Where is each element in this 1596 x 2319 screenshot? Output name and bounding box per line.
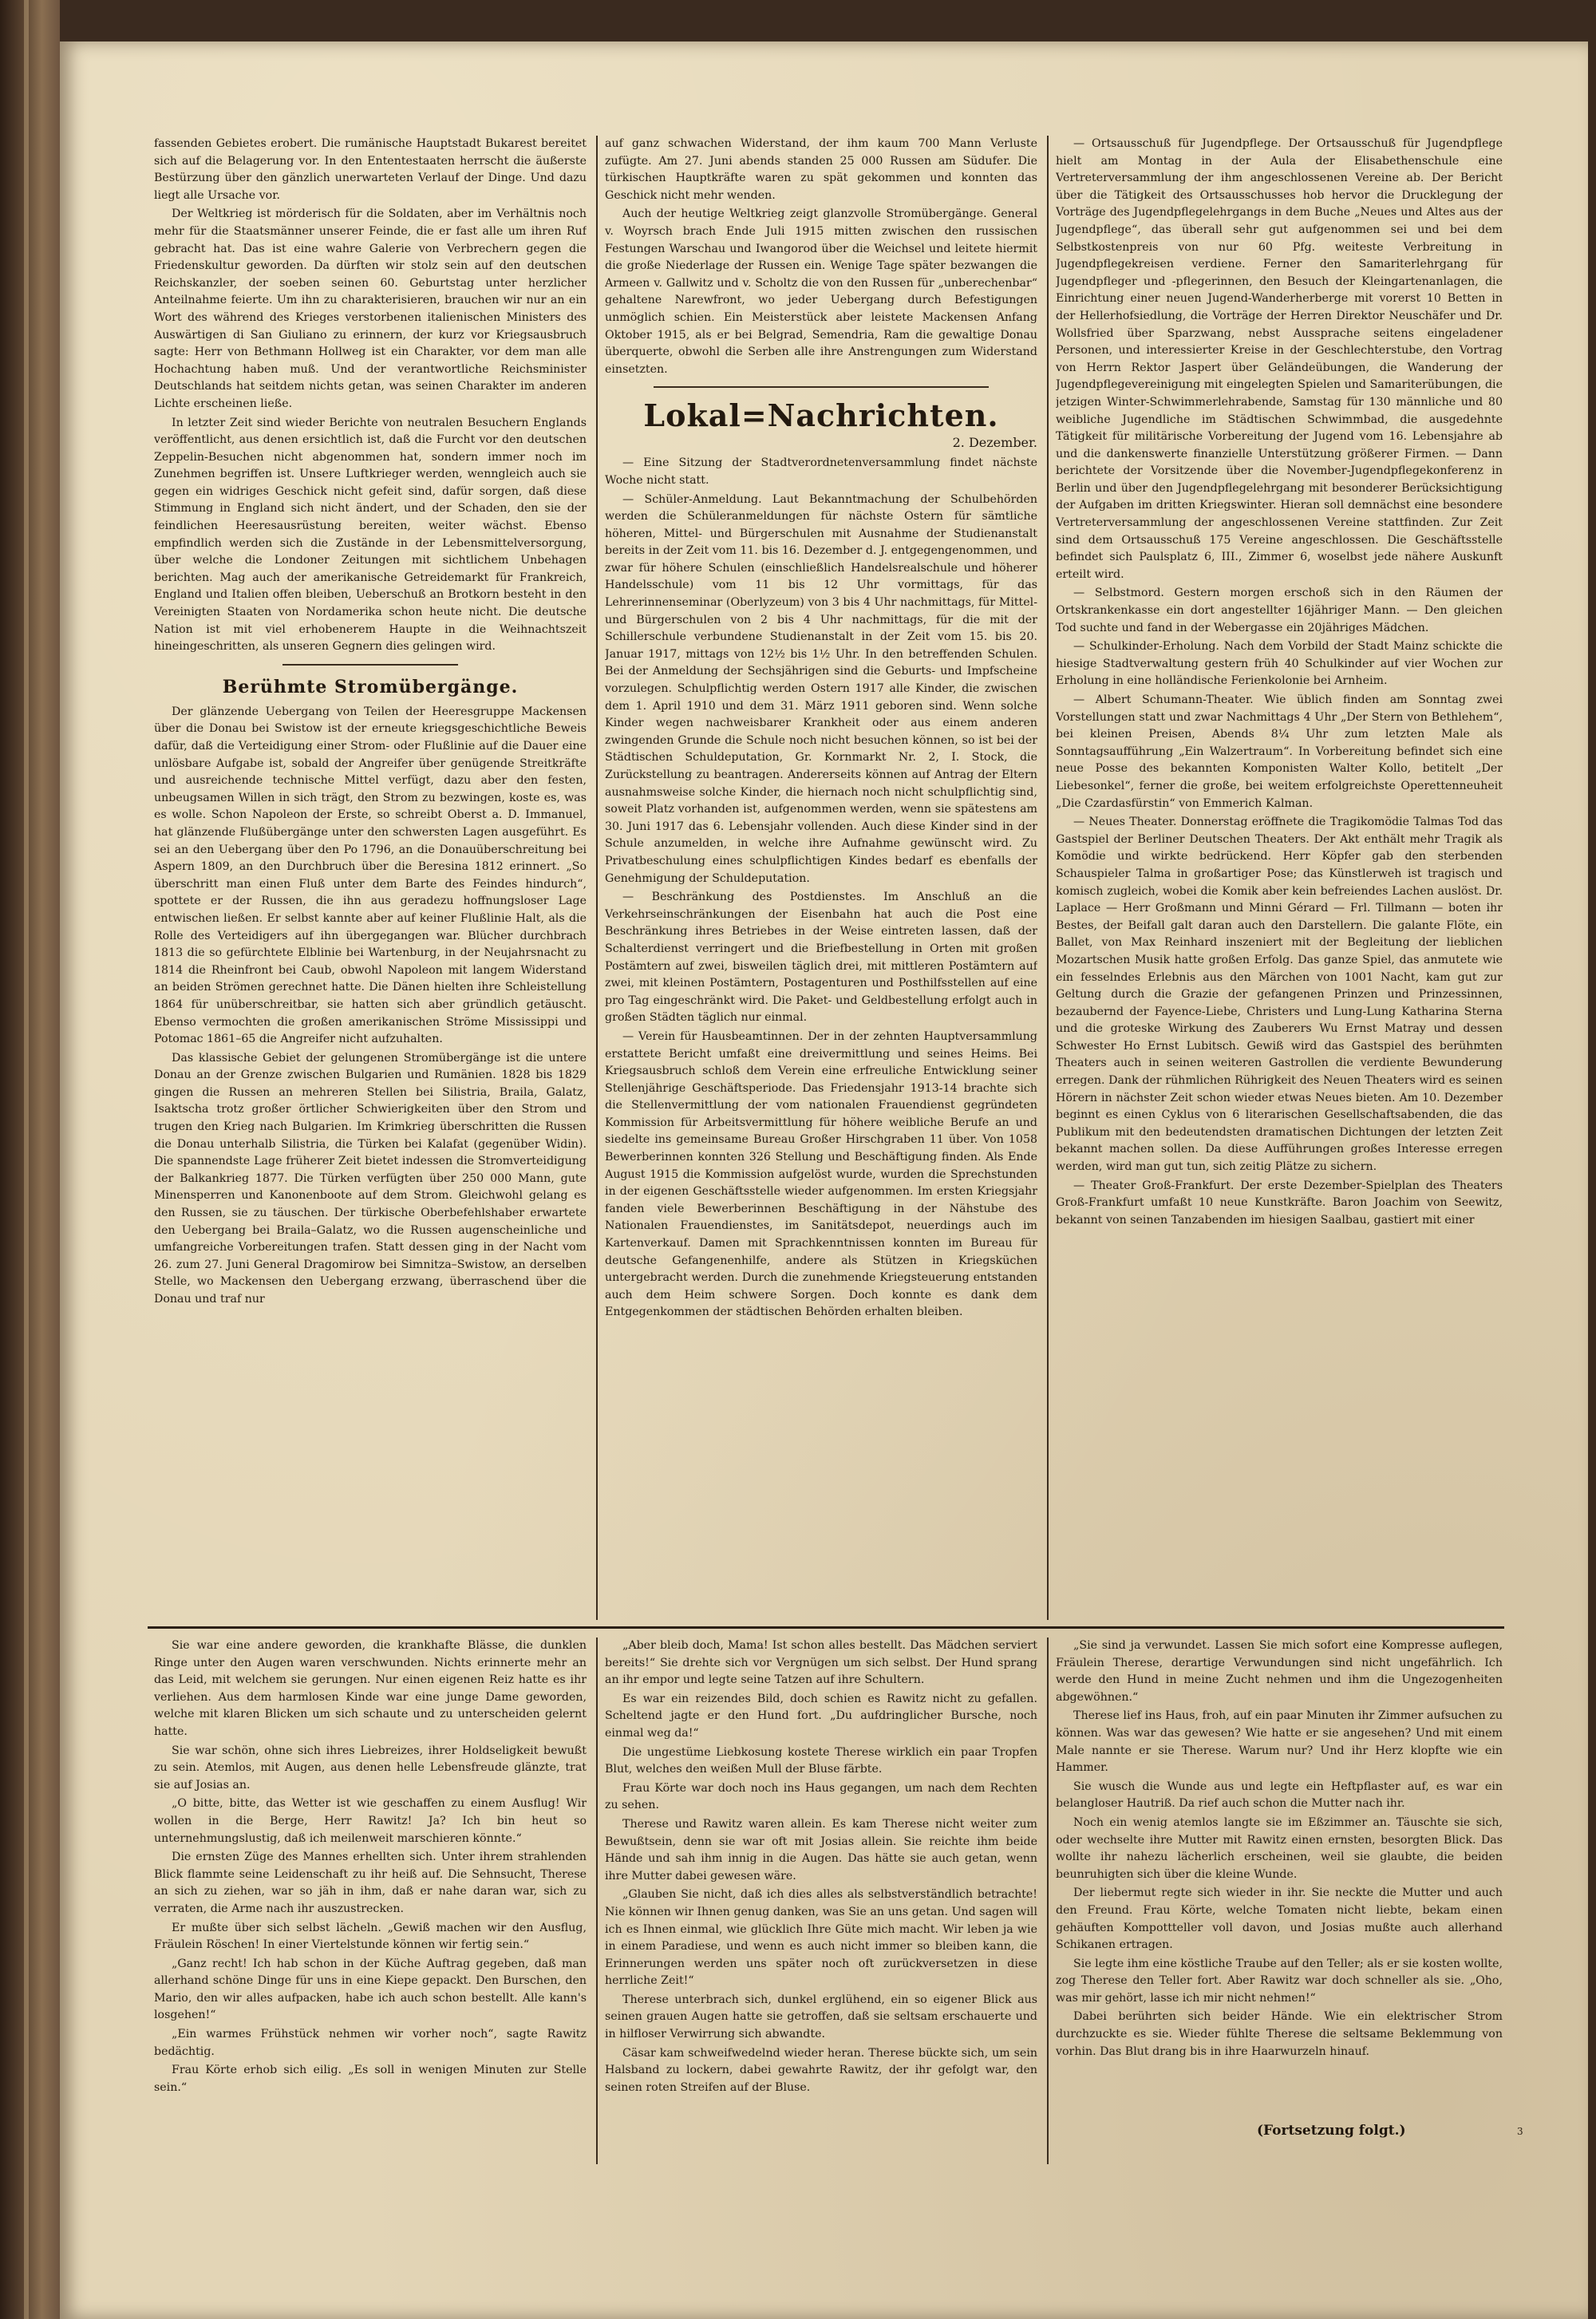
paragraph: — Schüler-Anmeldung. Laut Bekanntmachung der Schulbehörden werden die Schüleranmeldungen für nächste Ostern für sämtliche höheren, Mittel- und Bürgerschulen mit Ausnahme der Studienanstalt bereits in der Zeit vom 11. bis 16. Dezember d. J. entgegengenommen, und zwar für höhere Schulen (einschließlich Handelsrealschule und höherer Handelsschule) vom 11 bis 12 Uhr vormittags, für das Lehrerinnenseminar (Oberlyzeum) von 3 bis 4 Uhr nachmittags, für Mittel- und Bürgerschulen von 2 bis 4 Uhr nachmittags, für die mit der Schillerschule verbundene Studienanstalt in der Zeit vom 15. bis 20. Januar 1917, mittags von 12½ bis 1½ Uhr. In den betreffenden Schulen. Bei der Anmeldung der Sechsjährigen sind die Geburts- und Impfscheine vorzulegen. Schulpflichtig werden Ostern 1917 alle Kinder, die zwischen dem 1. April 1910 und dem 31. März 1911 geboren sind. Wenn solche Kinder wegen nachweisbarer Krankheit oder aus einem anderen zwingenden Grunde die Schule noch nicht besuchen können, so ist bei der Städtischen Schuldeputation, Gr. Kornmarkt Nr. 2, I. Stock, die Zurückstellung zu beantragen. Andererseits können auf Antrag der Eltern ausnahmsweise solche Kinder, die hiernach noch nicht schulpflichtig sind, soweit Platz vorhanden ist, aufgenommen werden, wenn sie spätestens am 30. Juni 1917 das 6. Lebensjahr vollenden. Auch diese Kinder sind in der Schule anzumelden, in welche ihre Aufnahme gewünscht wird. Zu Privatbeschulung eines schulpflichtigen Kindes bedarf es ebenfalls der Genehmigung der Schuldeputation. bbox=[605, 492, 1037, 885]
lokal-nachrichten-heading: Lokal=Nachrichten. bbox=[643, 397, 999, 434]
paragraph: „Sie sind ja verwundet. Lassen Sie mich sofort eine Kompresse auflegen, Fräulein Therese, derartige Verwundungen sind nicht ungefährlich. Ich werde den Hund in meine Zucht nehmen und ihm die Ungezogenheiten abgewöhnen.“ bbox=[1056, 1639, 1503, 1704]
paragraph: In letzter Zeit sind wieder Berichte von neutralen Besuchern Englands veröffentlicht, aus denen ersichtlich ist, daß die Furcht vor den deutschen Zeppelin-Besuchen nicht abgenommen hat, sondern immer noch im Zunehmen begriffen ist. Unsere Luftkrieger werden, wenngleich auch sie gegen ein widriges Geschick nicht gefeit sind, dafür sorgen, daß diese Stimmung in England sich nicht ändert, und der Schaden, den sie der feindlichen Heeresausrüstung bereiten, weiter wächst. Ebenso empfindlich werden sich die Zustände in der Lebensmittelversorgung, über welche die Londoner Zeitungen mit sichtlichem Unbehagen berichten. Mag auch der amerikanische Getreidemarkt für Frankreich, England und Italien offen bleiben, Ueberschuß an Brotkorn besteht in den Vereinigten Staaten von Nordamerika schon heute nicht. Die deutsche Nation ist mit viel erhobenerem Haupte in die Weihnachtszeit hineingeschritten, als unseren Gegnern dies gelingen wird. bbox=[154, 416, 587, 654]
column-2-paragraphs bbox=[605, 136, 1037, 378]
paragraph: Der Weltkrieg ist mörderisch für die Soldaten, aber im Verhältnis noch mehr für die Staatsmänner unserer Feinde, die er fast alle um ihren Ruf gebracht hat. Das ist eine wahre Galerie von Verbrechern gegen die Friedenskultur geworden. Da dürften wir stolz sein auf den deutschen Reichskanzler, der soeben seinen 60. Geburtstag unter herzlicher Anteilnahme feierte. Um ihn zu charakterisieren, brauchen wir nur an ein Wort des während des Krieges verstorbenen italienischen Ministers des Auswärtigen di San Giuliano zu erinnern, der kurz vor Kriegsausbruch sagte: Herr von Bethmann Hollweg ist ein Charakter, vor dem man alle Hochachtung haben muß. Und der verantwortliche Reichsminister Deutschlands hat seitdem nichts getan, was seinen Charakter im anderen Lichte erscheinen ließe. bbox=[154, 207, 587, 410]
paragraph: „Glauben Sie nicht, daß ich dies alles als selbstverständlich betrachte! Nie können wir Ihnen genug danken, was Sie an uns getan. Und sagen will ich es Ihnen einmal, wie glücklich Ihre Güte mich macht. Wir leben ja wie in einem Paradiese, und wenn es auch nicht immer so bleiben kann, die Erinnerungen werden uns später noch oft zurückversetzen in diese herrliche Zeit!“ bbox=[605, 1888, 1037, 1988]
paragraph: Sie war eine andere geworden, die krankhafte Blässe, die dunklen Ringe unter den Augen waren verschwunden. Nichts erinnerte mehr an das Leid, mit welchem sie gerungen. Nur einen eigenen Reiz hatte es ihr verliehen. Aus dem harmlosen Kinde war eine junge Dame geworden, welche mit klaren Blicken um sich schaute und zu unterscheiden gelernt hatte. bbox=[154, 1639, 587, 1738]
feuilleton-separator bbox=[148, 1626, 1504, 1629]
section-paragraphs bbox=[154, 704, 587, 1309]
paragraph: Sie legte ihm eine köstliche Traube auf den Teller; als er sie kosten wollte, zog Therese den Teller fort. Aber Rawitz war doch schneller als sie. „Oho, was mir gehört, lasse ich mir nicht nehmen!“ bbox=[1056, 1957, 1503, 2005]
paragraph: Die ungestüme Liebkosung kostete Therese wirklich ein paar Tropfen Blut, welches den weißen Mull der Bluse färbte. bbox=[605, 1745, 1037, 1776]
paragraph: Der glänzende Uebergang von Teilen der Heeresgruppe Mackensen über die Donau bei Swistow ist der erneute kriegsgeschichtliche Beweis dafür, daß die Verteidigung einer Strom- oder Flußlinie auf die Dauer eine unlösbare Aufgabe ist, sobald der Angreifer über genügende Streitkräfte und ausreichende technische Mittel verfügt, dazu aber den festen, unbeugsamen Willen in sich trägt, den Strom zu bezwingen, koste es, was es wolle. Schon Napoleon der Erste, so schreibt Oberst a. D. Immanuel, hat glänzende Flußübergänge unter den schwersten Lagen ausgeführt. Es sei an den Uebergang über den Po 1796, an die Donauüberschreitung bei Aspern 1809, an den Durchbruch über die Beresina 1812 erinnert. „So überschritt man einen Fluß unter dem Barte des Feindes hindurch“, spottete er der Russen, die ihn aus geradezu hoffnungsloser Lage entwischen ließen. Er selbst kannte aber auf keiner Flußlinie Halt, als die Rolle des Verteidigers auf ihn übergegangen war. Blücher durchbrach 1813 die so gefürchtete Elblinie bei Wartenburg, in der Neujahrsnacht zu 1814 die Rheinfront bei Caub, obwohl Napoleon mit langem Widerstand an beiden Strömen gerechnet hatte. Die Dänen hielten ihre Schleistellung 1864 für unüberschreitbar, sie hatten sich aber gründlich getäuscht. Ebenso vermochten die großen amerikanischen Ströme Mississippi und Potomac 1861–65 die Angreifer nicht aufzuhalten. bbox=[154, 705, 587, 1046]
paragraph: Frau Körte erhob sich eilig. „Es soll in wenigen Minuten zur Stelle sein.“ bbox=[154, 2064, 587, 2094]
column-3-paragraphs bbox=[1056, 136, 1503, 1229]
paragraph: — Selbstmord. Gestern morgen erschoß sich in den Räumen der Ortskrankenkasse ein dort angestellter 16jähriger Mann. — Den gleichen Tod suchte und fand in der Webergasse ein 20jähriges Mädchen. bbox=[1056, 587, 1503, 634]
binding-stripe bbox=[24, 0, 29, 2319]
page-number: 3 bbox=[1517, 2126, 1523, 2137]
lokal-divider bbox=[654, 386, 989, 388]
feuilleton-column-a bbox=[154, 1638, 587, 2164]
paragraph: Er mußte über sich selbst lächeln. „Gewiß machen wir den Ausflug, Fräulein Röschen! In einer Viertelstunde können wir fertig sein.“ bbox=[154, 1921, 587, 1952]
paragraph: — Ortsausschuß für Jugendpflege. Der Ortsausschuß für Jugendpflege hielt am Montag in der Aula der Elisabethenschule eine Vertreterversammlung der ihm angeschlossenen Vereine ab. Der Bericht über die Tätigkeit des Ortsausschusses hob hervor die Drucklegung der Vorträge des Jugendpflegelehrgangs in dem Buche „Neues und Altes aus der Jugendpflege“, das überall sehr gut aufgenommen sei und bei dem Selbstkostenpreis von nur 60 Pfg. weiteste Verbreitung in Jugendpflegekreisen verdiene. Ferner den Samariterlehrgang für Jugendpfleger und -pflegerinnen, den Besuch der Kleingartenanlagen, die Einrichtung einer neuen Jugend-Wanderherberge mit vorerst 10 Betten in der Hellerhofsiedlung, die Vorträge der Herren Direktor Neuschäfer und Dr. Wollsfried über Sparzwang, nebst Aussprache seitens eingeladener Personen, und interessierter Kreise in der Geschlechterstube, den Vortrag von Herrn Rektor Jaspert über Geländeübungen, die Wanderung der Jugendpflegevereinigung mit eingelegten Spielen und Samariterübungen, die jetzigen Winter-Schwimmerlehrabende, Samstag für 130 männliche und 80 weibliche Jugendliche im Städtischen Schwimmbad, die ausgedehnte Tätigkeit für militärische Vorbereitung der Jugend vom 16. Lebensjahre ab und die dankenswerte finanzielle Unterstützung größerer Firmen. — Dann berichtete der Vorsitzende über die November-Jugendpflegekonferenz in Berlin und über den Jugendpflegelehrgang mit besonderer Berücksichtigung der Aufgaben im dritten Kriegswinter. Hieran soll demnächst eine besondere Vertreterversammlung der angeschlossenen Vereine stattfinden. Zur Zeit sind dem Ortsausschuß 175 Vereine angeschlossen. Die Geschäftsstelle befindet sich Paulsplatz 6, III., Zimmer 6, woselbst jede nähere Auskunft erteilt wird. bbox=[1056, 137, 1503, 581]
lokal-paragraphs bbox=[605, 455, 1037, 1321]
feuilleton-column-b bbox=[605, 1638, 1037, 2164]
column-3 bbox=[1056, 136, 1503, 1620]
lokal-date: 2. Dezember. bbox=[952, 435, 1037, 451]
paragraph: „Ganz recht! Ich hab schon in der Küche Auftrag gegeben, daß man allerhand schöne Dinge für uns in eine Kiepe gepackt. Den Burschen, den Mario, den wir alles aufpacken, habe ich auch schon bestellt. Alle kann's losgehen!“ bbox=[154, 1957, 587, 2022]
paragraph: Therese unterbrach sich, dunkel erglühend, ein so eigener Blick aus seinen grauen Augen hatte sie getroffen, daß sie seltsam erschauerte und in hilfloser Verwirrung sich abwandte. bbox=[605, 1993, 1037, 2041]
column-1-paragraphs bbox=[154, 136, 587, 656]
paragraph: Es war ein reizendes Bild, doch schien es Rawitz nicht zu gefallen. Scheltend jagte er den Hund fort. „Du aufdringlicher Bursche, noch einmal weg da!“ bbox=[605, 1692, 1037, 1740]
paragraph: „O bitte, bitte, das Wetter ist wie geschaffen zu einem Ausflug! Wir wollen in die Berge, Herr Rawitz! Ja? Ich bin heut so unternehmungslustig, daß ich meilenweit marschieren könnte.“ bbox=[154, 1797, 587, 1845]
section-title-stromuebergaenge: Berühmte Stromübergänge. bbox=[222, 676, 519, 697]
feuilleton-column-c bbox=[1056, 1638, 1503, 2100]
column-rule bbox=[1047, 136, 1049, 1620]
continuation-note: (Fortsetzung folgt.) bbox=[1257, 2123, 1406, 2139]
paragraph: Die ernsten Züge des Mannes erhellten sich. Unter ihrem strahlenden Blick flammte seine Leidenschaft zu ihr heiß auf. Die Sehnsucht, Therese an sich zu ziehen, war so jäh in ihm, daß er nahe daran war, sich zu verraten, die Arme nach ihr auszustrecken. bbox=[154, 1851, 587, 1915]
paragraph: Der liebermut regte sich wieder in ihr. Sie neckte die Mutter und auch den Freund. Frau Körte, welche Tomaten nicht liebte, bekam einen gehäuften Kompottteller voll davon, und Josias mußte auch allerhand Schikanen ertragen. bbox=[1056, 1886, 1503, 1952]
paragraph: Cäsar kam schweifwedelnd wieder heran. Therese bückte sich, um sein Halsband zu lockern, dabei gewahrte Rawitz, der ihr gefolgt war, den seinen roten Streifen auf der Bluse. bbox=[605, 2046, 1037, 2094]
paragraph: Sie war schön, ohne sich ihres Liebreizes, ihrer Holdseligkeit bewußt zu sein. Atemlos, mit Augen, aus denen helle Lebensfreude glänzte, trat sie auf Josias an. bbox=[154, 1744, 587, 1792]
section-divider bbox=[282, 664, 458, 666]
column-rule bbox=[596, 136, 598, 1620]
paragraph: Das klassische Gebiet der gelungenen Stromübergänge ist die untere Donau an der Grenze zwischen Bulgarien und Rumänien. 1828 bis 1829 gingen die Russen an mehreren Stellen bei Silistria, Braila, Galatz, Isaktscha trotz großer örtlicher Schwierigkeiten über den Strom und trugen den Krieg nach Bulgarien. Im Krimkrieg überschritten die Russen die Donau unterhalb Silistria, die Türken bei Kalafat (gegenüber Widin). Die spannendste Lage früherer Zeit bietet indessen die Stromverteidigung der Balkankrieg 1877. Die Türken verfügten über 250 000 Mann, gute Minensperren und Kanonenboote auf dem Strom. Gleichwohl gelang es den Russen, sie zu täuschen. Der türkische Oberbefehlshaber erwartete den Uebergang bei Braila–Galatz, wo die Russen augenscheinliche und umfangreiche Vorbereitungen trafen. Statt dessen ging in der Nacht vom 26. zum 27. Juni General Dragomirow bei Simnitza–Swistow, an derselben Stelle, wo Mackensen den Uebergang erzwang, überraschend über die Donau und traf nur bbox=[154, 1051, 587, 1306]
column-rule bbox=[1047, 1638, 1049, 2164]
paragraph: — Verein für Hausbeamtinnen. Der in der zehnten Hauptversammlung erstattete Bericht umfaßt eine dreivermittlung und seines Heims. Bei Kriegsausbruch schloß dem Verein eine erfreuliche Entwicklung seiner Stellenjährige Geschäftsperiode. Das Friedensjahr 1913-14 brachte sich die Stellenvermittlung der vom nationalen Frauendienst gegründeten Kommission für Arbeitsvermittlung für höhere weibliche Berufe an und siedelte ins gemeinsame Bureau Großer Hirschgraben 11 über. Von 1058 Bewerberinnen konnten 326 Stellung und Beschäftigung finden. Als Ende August 1915 die Kommission aufgelöst wurde, wurden die Sprechstunden in der eigenen Geschäftsstelle wieder aufgenommen. Im ersten Kriegsjahr fanden viele Bewerberinnen Beschäftigung in der Nähstube des Nationalen Frauendienstes, im Sanitätsdepot, neuerdings auch im Kartenverkauf. Damen mit Sprachkenntnissen konnten im Bureau für deutsche Gefangenenhilfe, andere als Stützen in Kriegsküchen untergebracht werden. Durch die zunehmende Kriegsteuerung entstanden auch dem Heim schwere Sorgen. Doch konnte es dank dem Entgegenkommen der städtischen Behörden erhalten bleiben. bbox=[605, 1029, 1037, 1319]
paragraph: Sie wusch die Wunde aus und legte ein Heftpflaster auf, es war ein belangloser Hautriß. Da rief auch schon die Mutter nach ihr. bbox=[1056, 1780, 1503, 1811]
newspaper-page bbox=[60, 41, 1588, 2319]
paragraph: — Eine Sitzung der Stadtverordnetenversammlung findet nächste Woche nicht statt. bbox=[605, 456, 1037, 487]
paragraph: Noch ein wenig atemlos langte sie im Eßzimmer an. Täuschte sie sich, oder wechselte ihre Mutter mit Rawitz einen ernsten, besorgten Blick. Das wollte ihr nahezu lächerlich erscheinen, weil sie glaubte, die beiden beunruhigten sich über die kleine Wunde. bbox=[1056, 1815, 1503, 1881]
paragraph: Dabei berührten sich beider Hände. Wie ein elektrischer Strom durchzuckte es sie. Wieder fühlte Therese die seltsame Beklemmung von vorhin. Das Blut drang bis in ihre Haarwurzeln hinauf. bbox=[1056, 2010, 1503, 2058]
paragraph: „Ein warmes Frühstück nehmen wir vorher noch“, sagte Rawitz bedächtig. bbox=[154, 2028, 587, 2058]
paragraph: — Neues Theater. Donnerstag eröffnete die Tragikomödie Talmas Tod das Gastspiel der Berliner Deutschen Theaters. Der Akt enthält mehr Tragik als Komödie und wirkte bedrückend. Herr Köpfer gab den sterbenden Schauspieler Talma in großartiger Pose; das Künstlerweh ist tragisch und komisch zugleich, wobei die Komik aber kein befreiendes Lachen auslöst. Dr. Laplace — Herr Großmann und Minni Gérard — Frl. Tillmann — boten ihr Bestes, der Beifall galt daran auch den Darstellern. Die galante Flöte, ein Ballet, von Max Reinhard inszeniert mit der Begleitung der lieblichen Mozartschen Musik hatte großen Erfolg. Das ganze Spiel, das anmutete wie ein fesselndes Erlebnis aus den Märchen von 1001 Nacht, kam gut zur Geltung durch die Grazie der gefangenen Prinzen und Prinzessinnen, bezaubernd der Fayence-Liebe, Christers und Lung-Lung Katharina Sterna und die groteske Wirkung des Zauberers Wu Ernst Matray und dessen Schwester Ho Ernst Lubitsch. Gewiß wird das Gastspiel des berühmten Theaters auch in seinen weiteren Gastrollen die verdiente Bewunderung erregen. Dank der rühmlichen Rührigkeit des Neuen Theaters wird es seinen Hörern in nächster Zeit schon wieder etwas Neues bieten. Am 10. Dezember beginnt es einen Cyklus von 6 literarischen Gesellschaftsabenden, die das Publikum mit den bedeutendsten dramatischen Dichtungen der letzten Zeit bekannt machen sollen. Da diese Aufführungen großes Interesse erregen werden, wird man gut tun, sich zeitig Plätze zu sichern. bbox=[1056, 816, 1503, 1174]
column-2 bbox=[605, 136, 1037, 1620]
paragraph: — Theater Groß-Frankfurt. Der erste Dezember-Spielplan des Theaters Groß-Frankfurt umfaßt 10 neue Kunstkräfte. Baron Joachim von Seewitz, bekannt von seinen Tanzabenden im hiesigen Saalbau, gastiert mit einer bbox=[1056, 1179, 1503, 1227]
paragraph: Auch der heutige Weltkrieg zeigt glanzvolle Stromübergänge. General v. Woyrsch brach Ende Juli 1915 mitten zwischen den russischen Festungen Warschau und Iwangorod über die Weichsel und leitete hiermit die große Niederlage der Russen ein. Wenige Tage später bezwangen die Armeen v. Gallwitz und v. Scholtz die von den Russen für „unberechenbar“ gehaltene Narewfront, wo jeder Uebergang durch Befestigungen unmöglich schien. Ein Meisterstück aber leistete Mackensen Anfang Oktober 1915, als er bei Belgrad, Semendria, Ram die gewaltige Donau überquerte, obwohl die Serben alle ihre Anstrengungen zum Widerstand einsetzten. bbox=[605, 207, 1037, 376]
paragraph: — Beschränkung des Postdienstes. Im Anschluß an die Verkehrseinschränkungen der Eisenbahn hat auch die Post eine Beschränkung ihres Betriebes in der Weise eintreten lassen, daß der Schalterdienst verringert und die Briefbestellung in Orten mit großen Postämtern auf zwei, bisweilen täglich drei, mit mittleren Postämtern auf zwei, mit kleinen Postämtern, Postagenturen und Posthilfsstellen auf eine pro Tag eingeschränkt wird. Die Paket- und Geldbestellung erfolgt auch in großen Städten täglich nur einmal. bbox=[605, 891, 1037, 1025]
paragraph: auf ganz schwachen Widerstand, der ihm kaum 700 Mann Verluste zufügte. Am 27. Juni abends standen 25 000 Russen am Südufer. Die türkischen Hauptkräfte waren zu spät gekommen und konnten das Geschick nicht mehr wenden. bbox=[605, 137, 1037, 202]
paragraph: fassenden Gebietes erobert. Die rumänische Hauptstadt Bukarest bereitet sich auf die Belagerung vor. In den Ententestaaten herrscht die äußerste Bestürzung über den gänzlich unerwarteten Verlauf der Dinge. Und dazu liegt alle Ursache vor. bbox=[154, 137, 587, 202]
paragraph: Therese und Rawitz waren allein. Es kam Therese nicht weiter zum Bewußtsein, denn sie war oft mit Josias allein. Sie reichte ihm beide Hände und sah ihm innig in die Augen. Das hätte sie auch getan, wenn ihre Mutter dabei gewesen wäre. bbox=[605, 1817, 1037, 1882]
paragraph: — Albert Schumann-Theater. Wie üblich finden am Sonntag zwei Vorstellungen statt und zwar Nachmittags 4 Uhr „Der Stern von Bethlehem“, bei kleinen Preisen, Abends 8¼ Uhr zum letzten Male als Sonntagsaufführung „Ein Walzertraum“. In Vorbereitung befindet sich eine neue Posse des bekannten Komponisten Walter Kollo, betitelt „Der Liebesonkel“, ferner die große, bei weitem erfolgreichste Operettenneuheit „Die Czardasfürstin“ von Emmerich Kalman. bbox=[1056, 693, 1503, 810]
paragraph: — Schulkinder-Erholung. Nach dem Vorbild der Stadt Mainz schickte die hiesige Stadtverwaltung gestern früh 40 Schulkinder auf vier Wochen zur Erholung in eine holländische Ferienkolonie bei Arnheim. bbox=[1056, 640, 1503, 688]
paragraph: „Aber bleib doch, Mama! Ist schon alles bestellt. Das Mädchen serviert bereits!“ Sie drehte sich vor Vergnügen um sich selbst. Der Hund sprang an ihr empor und legte seine Tatzen auf ihre Schultern. bbox=[605, 1639, 1037, 1687]
column-1 bbox=[154, 136, 587, 1620]
paragraph: Therese lief ins Haus, froh, auf ein paar Minuten ihr Zimmer aufsuchen zu können. Was war das gewesen? Wie hatte er sie angesehen? Und mit einem Male nannte er sie Therese. Warum nur? Und ihr Herz klopfte wie ein Hammer. bbox=[1056, 1709, 1503, 1775]
book-binding-edge bbox=[0, 0, 60, 2319]
column-rule bbox=[596, 1638, 598, 2164]
paragraph: Frau Körte war doch noch ins Haus gegangen, um nach dem Rechten zu sehen. bbox=[605, 1781, 1037, 1812]
